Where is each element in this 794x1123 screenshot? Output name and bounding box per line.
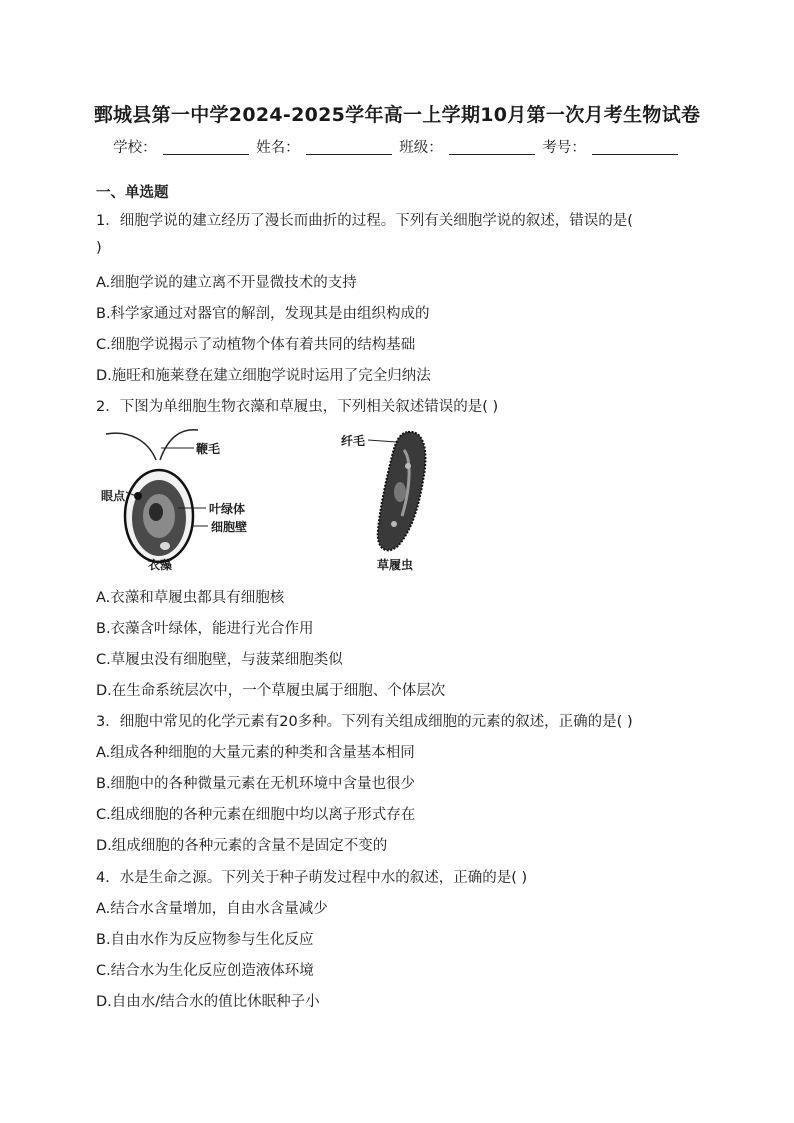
question-3-option-c[interactable]: C.组成细胞的各种元素在细胞中均以离子形式存在 [96,807,416,823]
class-label: 班级： [399,140,443,156]
name-blank[interactable] [306,140,392,155]
question-4-option-a[interactable]: A.结合水含量增加，自由水含量减少 [96,901,328,917]
exam-number-blank[interactable] [592,140,678,155]
question-1-stem-cont: ) [96,240,102,256]
question-1-option-d[interactable]: D.施旺和施莱登在建立细胞学说时运用了完全归纳法 [96,368,431,384]
cilia-label: 纤毛 [341,434,366,448]
student-info-line [0,136,794,157]
question-1-option-c[interactable]: C.细胞学说揭示了动植物个体有着共同的结构基础 [96,337,416,353]
cell-wall-label: 细胞壁 [211,520,248,534]
eyespot-label: 眼点 [101,489,126,503]
section-title: 一、单选题 [96,185,169,201]
question-1-stem: 1．细胞学说的建立经历了漫长而曲折的过程。下列有关细胞学说的叙述，错误的是( [96,213,633,229]
class-blank[interactable] [449,140,535,155]
school-label: 学校： [113,140,157,156]
chloroplast-label: 叶绿体 [209,502,246,516]
question-2-option-d[interactable]: D.在生命系统层次中，一个草履虫属于细胞、个体层次 [96,683,446,699]
question-4-option-d[interactable]: D.自由水/结合水的值比休眠种子小 [96,994,320,1010]
exam-number-label: 考号： [542,140,586,156]
question-3-option-d[interactable]: D.组成细胞的各种元素的含量不是固定不变的 [96,838,388,854]
flagellum-label: 鞭毛 [196,442,221,456]
question-4-option-c[interactable]: C.结合水为生化反应创造液体环境 [96,963,314,979]
school-blank[interactable] [163,140,249,155]
question-4-option-b[interactable]: B.自由水作为反应物参与生化反应 [96,932,314,948]
paramecium-name: 草履虫 [377,558,414,572]
question-1-option-a[interactable]: A.细胞学说的建立离不开显微技术的支持 [96,275,357,291]
question-1-option-b[interactable]: B.科学家通过对器官的解剖，发现其是由组织构成的 [96,306,430,322]
chlamydomonas-name: 衣藻 [148,558,173,572]
question-3-option-b[interactable]: B.细胞中的各种微量元素在无机环境中含量也很少 [96,776,416,792]
question-3-option-a[interactable]: A.组成各种细胞的大量元素的种类和含量基本相同 [96,745,415,761]
name-label: 姓名： [256,140,300,156]
question-2-option-c[interactable]: C.草履虫没有细胞壁，与菠菜细胞类似 [96,652,343,668]
question-2-option-a[interactable]: A.衣藻和草履虫都具有细胞核 [96,590,285,606]
exam-title: 鄄城县第一中学2024-2025学年高一上学期10月第一次月考生物试卷 [93,104,701,126]
question-3-stem: 3．细胞中常见的化学元素有20多种。下列有关组成细胞的元素的叙述，正确的是( ) [96,714,633,730]
question-4-stem: 4．水是生命之源。下列关于种子萌发过程中水的叙述，正确的是( ) [96,870,528,886]
question-2-stem: 2．下图为单细胞生物衣藻和草履虫，下列相关叙述错误的是( ) [96,399,499,415]
question-2-option-b[interactable]: B.衣藻含叶绿体，能进行光合作用 [96,621,314,637]
